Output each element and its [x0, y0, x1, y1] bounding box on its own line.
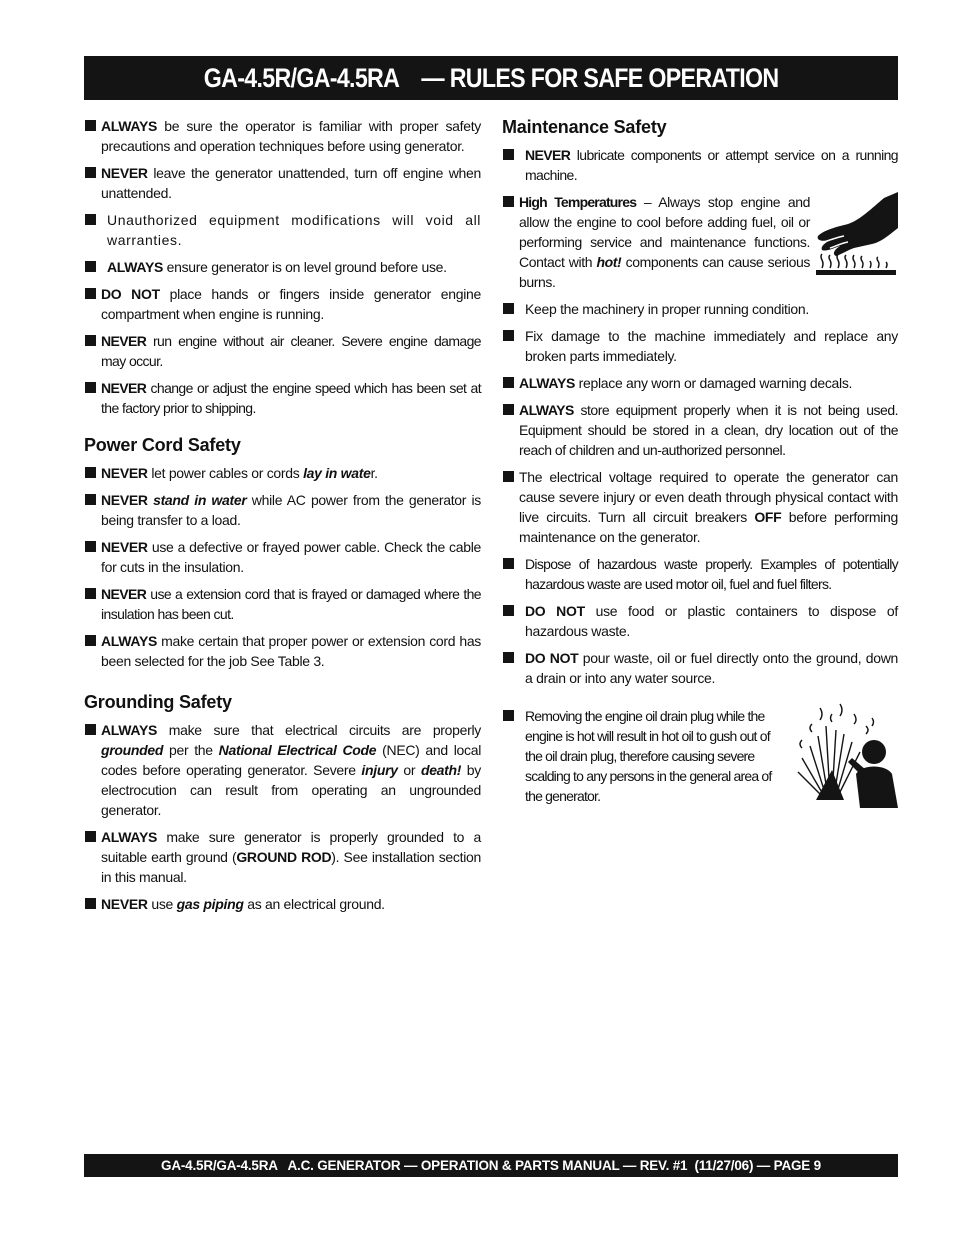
page-title [84, 56, 898, 100]
section-heading-grounding: Grounding Safety [84, 692, 232, 712]
rule-item: Fix damage to the machine immediately and replace any broken parts immediately. [502, 326, 898, 366]
rule-item: DO NOT use food or plastic containers to dispose of hazardous waste. [502, 601, 898, 641]
rule-item: ALWAYS ensure generator is on level ground before use. [84, 257, 481, 277]
rule-item: Unauthorized equipment modifications will void all warranties. [84, 210, 481, 250]
rule-item: NEVER stand in water while AC power from the generator is being transfer to a load. [84, 490, 481, 530]
rule-item: NEVER leave the generator unattended, turn off engine when unattended. [84, 163, 481, 203]
rule-item: ALWAYS make sure that electrical circuits are properly grounded per the National Electrical Code (NEC) and local codes before operating generator. Severe injury or death! by electrocution can result from operating an ungrounded generator. [84, 720, 481, 820]
footer-text: GA-4.5R/GA-4.5RA A.C. GENERATOR — OPERATION & PARTS MANUAL — REV. #1 (11/27/06) — PAGE 9 [161, 1158, 821, 1173]
rule-item: NEVER run engine without air cleaner. Severe engine damage may occur. [84, 331, 481, 371]
section-heading-power-cord: Power Cord Safety [84, 435, 241, 455]
rule-item: NEVER let power cables or cords lay in water. [84, 463, 481, 483]
rule-item: DO NOT pour waste, oil or fuel directly onto the ground, down a drain or into any water source. [502, 648, 898, 688]
rule-item: NEVER use gas piping as an electrical ground. [84, 894, 481, 914]
hot-oil-spray-icon [790, 696, 898, 808]
rule-item: ALWAYS make sure generator is properly grounded to a suitable earth ground (GROUND ROD). See installation section in this manual. [84, 827, 481, 887]
rule-item: NEVER change or adjust the engine speed which has been set at the factory prior to shipping. [84, 378, 481, 418]
rule-item: ALWAYS be sure the operator is familiar with proper safety precautions and operation techniques before using generator. [84, 116, 481, 156]
rule-item: NEVER use a defective or frayed power cable. Check the cable for cuts in the insulation. [84, 537, 481, 577]
rule-item: NEVER lubricate components or attempt service on a running machine. [502, 145, 898, 185]
rule-item: Removing the engine oil drain plug while the engine is hot will result in hot oil to gush out of the oil drain plug, therefore causing severe scalding to any persons in the general area of the generator. [502, 706, 786, 806]
left-column [84, 116, 481, 921]
section-heading-maintenance: Maintenance Safety [502, 117, 667, 137]
rule-item: ALWAYS make certain that proper power or extension cord has been selected for the job See Table 3. [84, 631, 481, 671]
hot-surface-hand-icon [814, 190, 898, 276]
rule-item: DO NOT place hands or fingers inside generator engine compartment when engine is running. [84, 284, 481, 324]
rule-item: ALWAYS store equipment properly when it is not being used. Equipment should be stored in a clean, dry location out of the reach of children and un-authorized personnel. [502, 400, 898, 460]
rule-item: Keep the machinery in proper running condition. [502, 299, 898, 319]
rule-item: NEVER use a extension cord that is frayed or damaged where the insulation has been cut. [84, 584, 481, 624]
page-footer [84, 1154, 898, 1177]
page-title-text: GA-4.5R/GA-4.5RA — RULES FOR SAFE OPERATION [203, 62, 779, 93]
rule-item: Dispose of hazardous waste properly. Examples of potentially hazardous waste are used motor oil, fuel and fuel filters. [502, 554, 898, 594]
rule-item: The electrical voltage required to operate the generator can cause severe injury or even death through physical contact with live circuits. Turn all circuit breakers OFF before performing maintenance on the generator. [502, 467, 898, 547]
rule-item: High Temperatures – Always stop engine and allow the engine to cool before adding fuel, oil or performing service and maintenance functions. Contact with hot! components can cause serious burns. [502, 192, 810, 292]
rule-item: ALWAYS replace any worn or damaged warning decals. [502, 373, 898, 393]
